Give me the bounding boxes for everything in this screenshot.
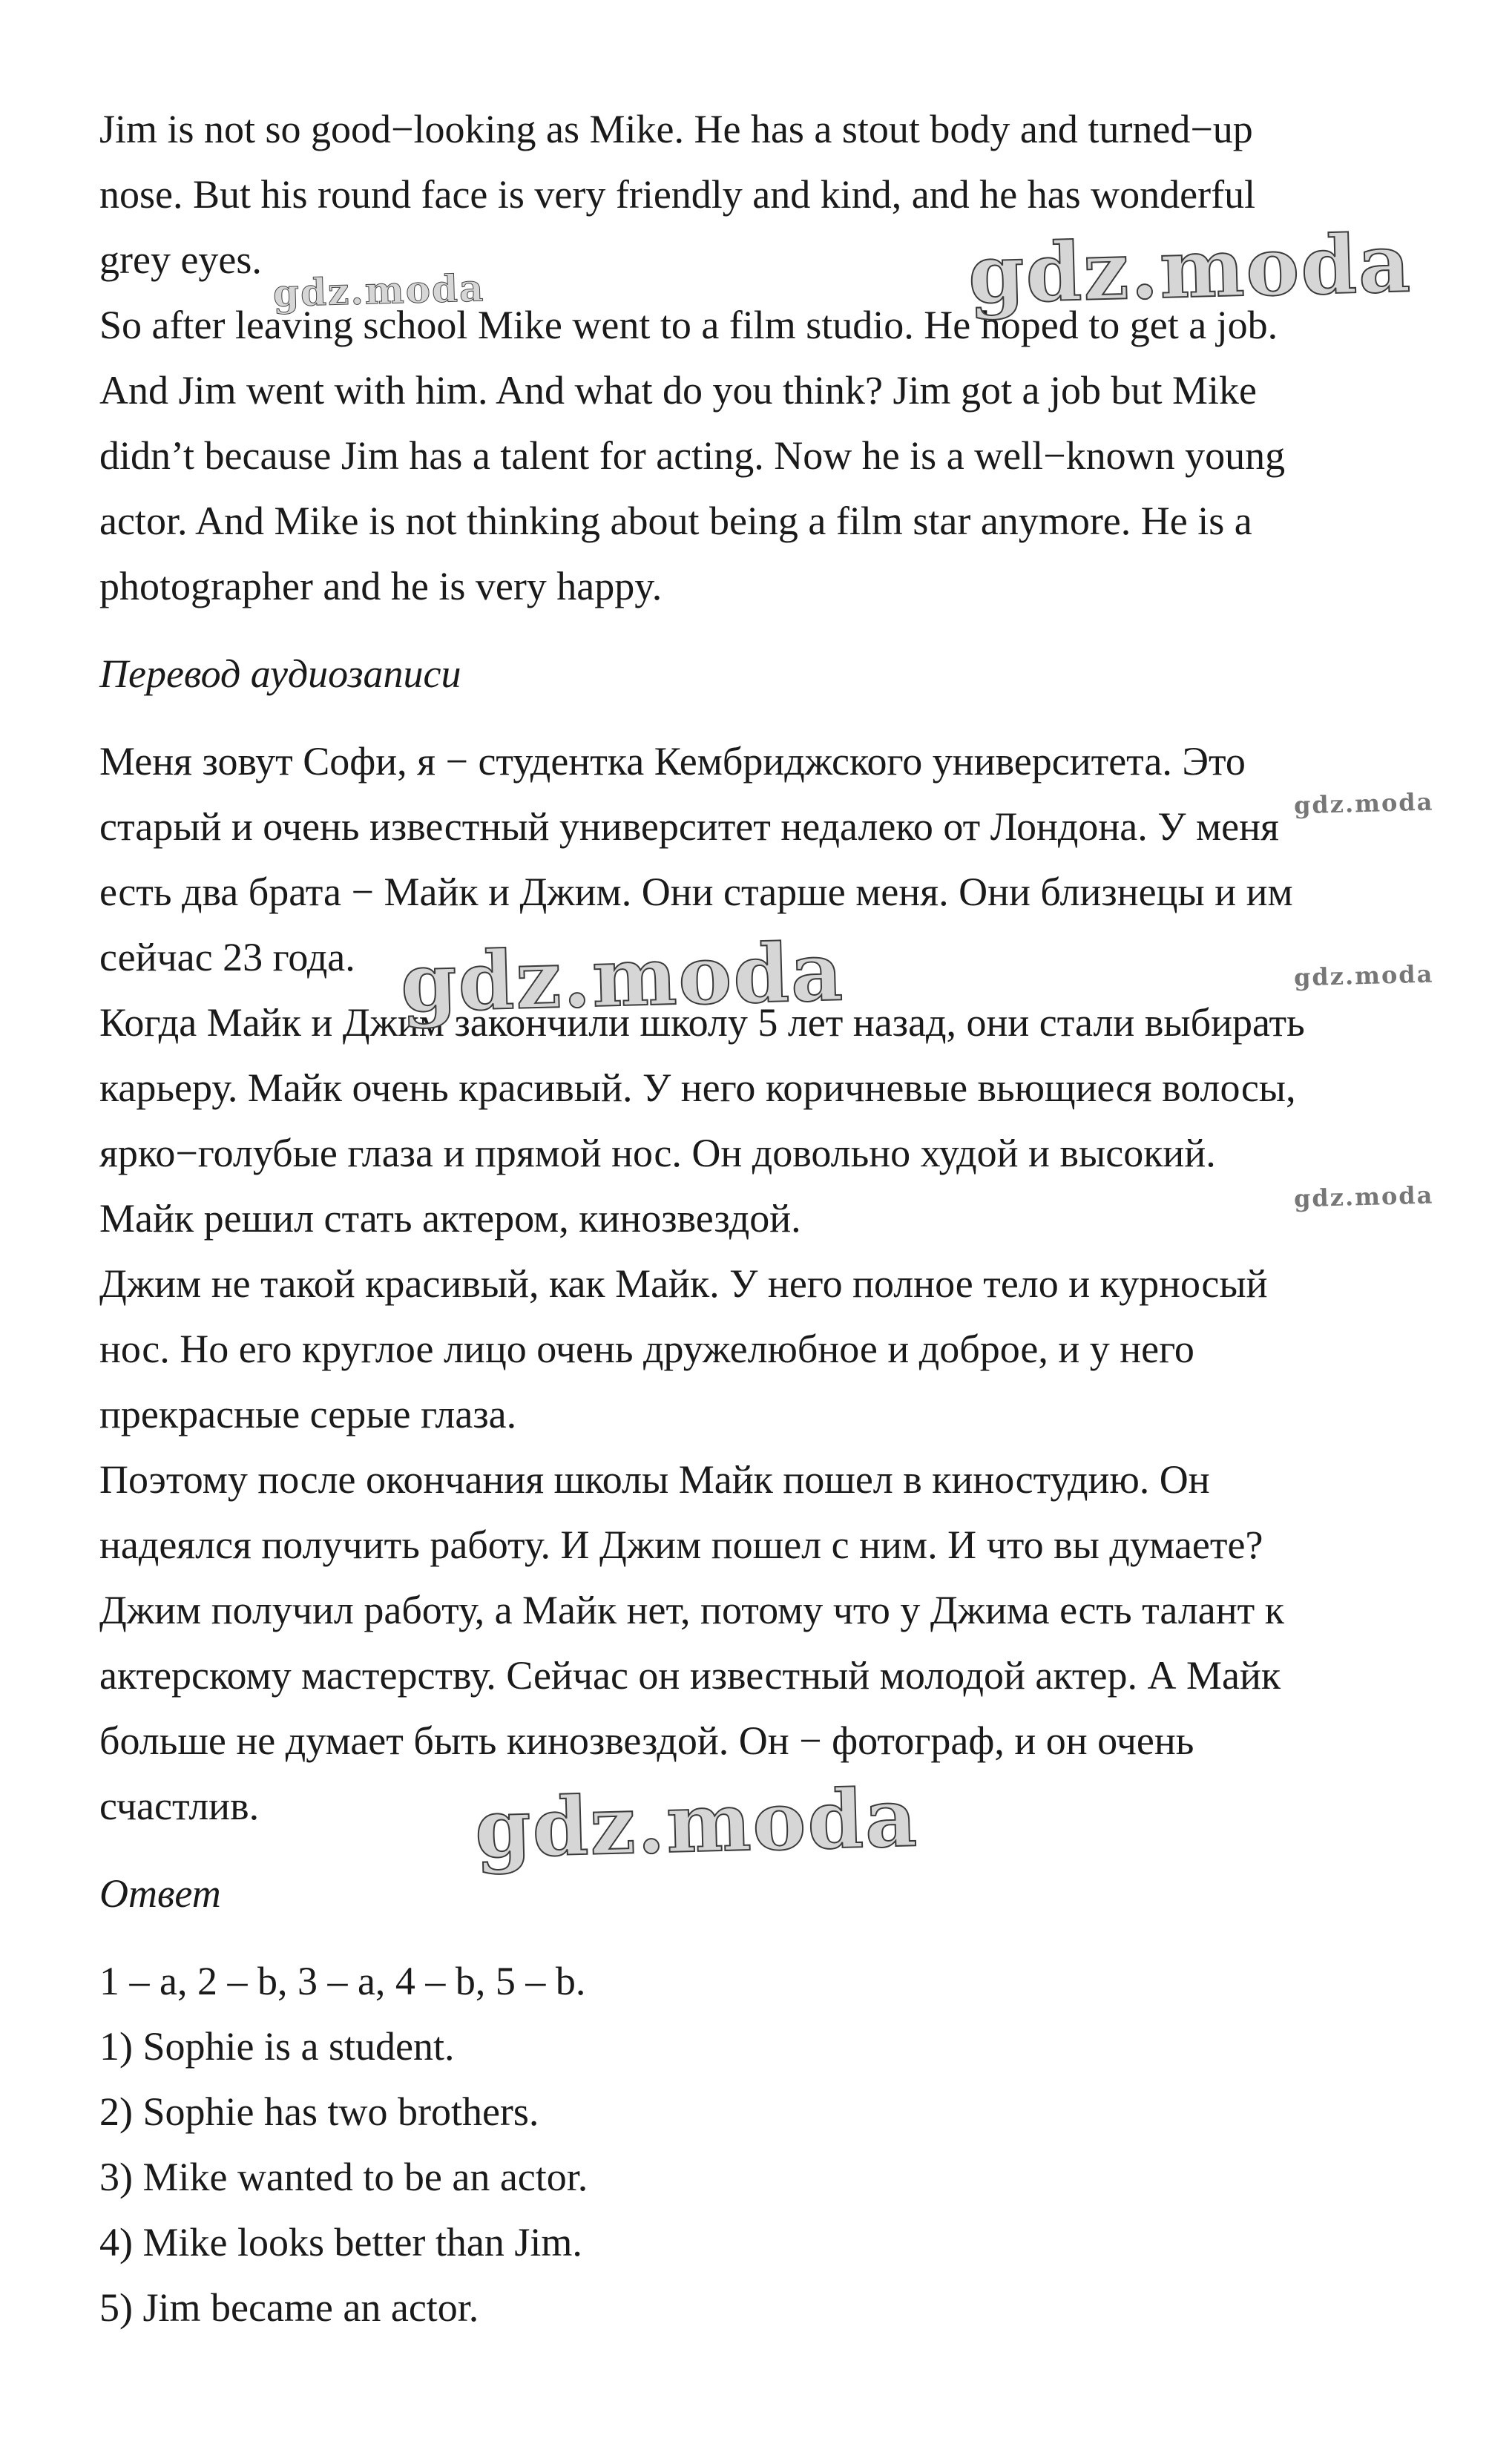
text-line: есть два брата − Майк и Джим. Они старше меня. Они близнецы и им [99, 870, 1293, 914]
text-line: ярко−голубые глаза и прямой нос. Он довольно худой и высокий. [99, 1131, 1216, 1175]
watermark: gdz.moda [272, 266, 486, 315]
answer-key: 1 – a, 2 – b, 3 – a, 4 – b, 5 – b. [99, 1959, 586, 2003]
text-line: And Jim went with him. And what do you think? Jim got a job but Mike [99, 368, 1257, 413]
text-line: nose. But his round face is very friendly and kind, and he has wonderful [99, 172, 1256, 217]
text-line: grey eyes. [99, 237, 262, 282]
text-line: Меня зовут Софи, я − студентка Кембриджского университета. Это [99, 739, 1246, 784]
text-line: актерскому мастерству. Сейчас он известный молодой актер. А Майк [99, 1653, 1281, 1698]
text-line: нос. Но его круглое лицо очень дружелюбное и доброе, и у него [99, 1327, 1194, 1371]
answer-item: 4) Mike looks better than Jim. [99, 2220, 582, 2265]
watermark: gdz.moda [1293, 1180, 1434, 1213]
watermark: gdz.moda [967, 217, 1413, 322]
text-line: больше не думает быть кинозвездой. Он − фотограф, и он очень [99, 1718, 1194, 1763]
watermark: gdz.moda [399, 925, 846, 1031]
watermark: gdz.moda [1293, 787, 1434, 820]
text-line: Джим не такой красивый, как Майк. У него полное тело и курносый [99, 1261, 1268, 1306]
translation-text [99, 729, 1435, 1839]
watermark: gdz.moda [1293, 959, 1434, 992]
watermark: gdz.moda [473, 1771, 920, 1876]
text-line: photographer and he is very happy. [99, 564, 663, 608]
text-line: карьеру. Майк очень красивый. У него коричневые вьющиеся волосы, [99, 1065, 1296, 1110]
document-page [99, 96, 1435, 2340]
text-line: счастлив. [99, 1784, 260, 1828]
translation-heading: Перевод аудиозаписи [99, 651, 461, 696]
answer-item: 1) Sophie is a student. [99, 2024, 455, 2069]
text-line: прекрасные серые глаза. [99, 1392, 517, 1436]
text-line: надеялся получить работу. И Джим пошел с ним. И что вы думаете? [99, 1523, 1263, 1567]
text-line: So after leaving school Mike went to a film studio. He hoped to get a job. [99, 303, 1278, 347]
text-line: Jim is not so good−looking as Mike. He has a stout body and turned−up [99, 107, 1253, 151]
answer-item: 2) Sophie has two brothers. [99, 2089, 539, 2134]
answers [99, 1948, 1435, 2340]
text-line: Поэтому после окончания школы Майк пошел в киностудию. Он [99, 1457, 1210, 1502]
answer-item: 3) Mike wanted to be an actor. [99, 2155, 588, 2199]
text-line: didn’t because Jim has a talent for acting. Now he is a well−known young [99, 433, 1286, 478]
text-line: Когда Майк и Джим закончили школу 5 лет назад, они стали выбирать [99, 1000, 1305, 1045]
text-line: actor. And Mike is not thinking about being a film star anymore. He is a [99, 499, 1252, 543]
answer-heading: Ответ [99, 1871, 221, 1916]
text-line: старый и очень известный университет недалеко от Лондона. У меня [99, 804, 1279, 849]
answer-item: 5) Jim became an actor. [99, 2285, 479, 2330]
english-story [99, 96, 1435, 619]
text-line: Майк решил стать актером, кинозвездой. [99, 1196, 801, 1241]
text-line: Джим получил работу, а Майк нет, потому что у Джима есть талант к [99, 1588, 1284, 1632]
text-line: сейчас 23 года. [99, 935, 355, 979]
